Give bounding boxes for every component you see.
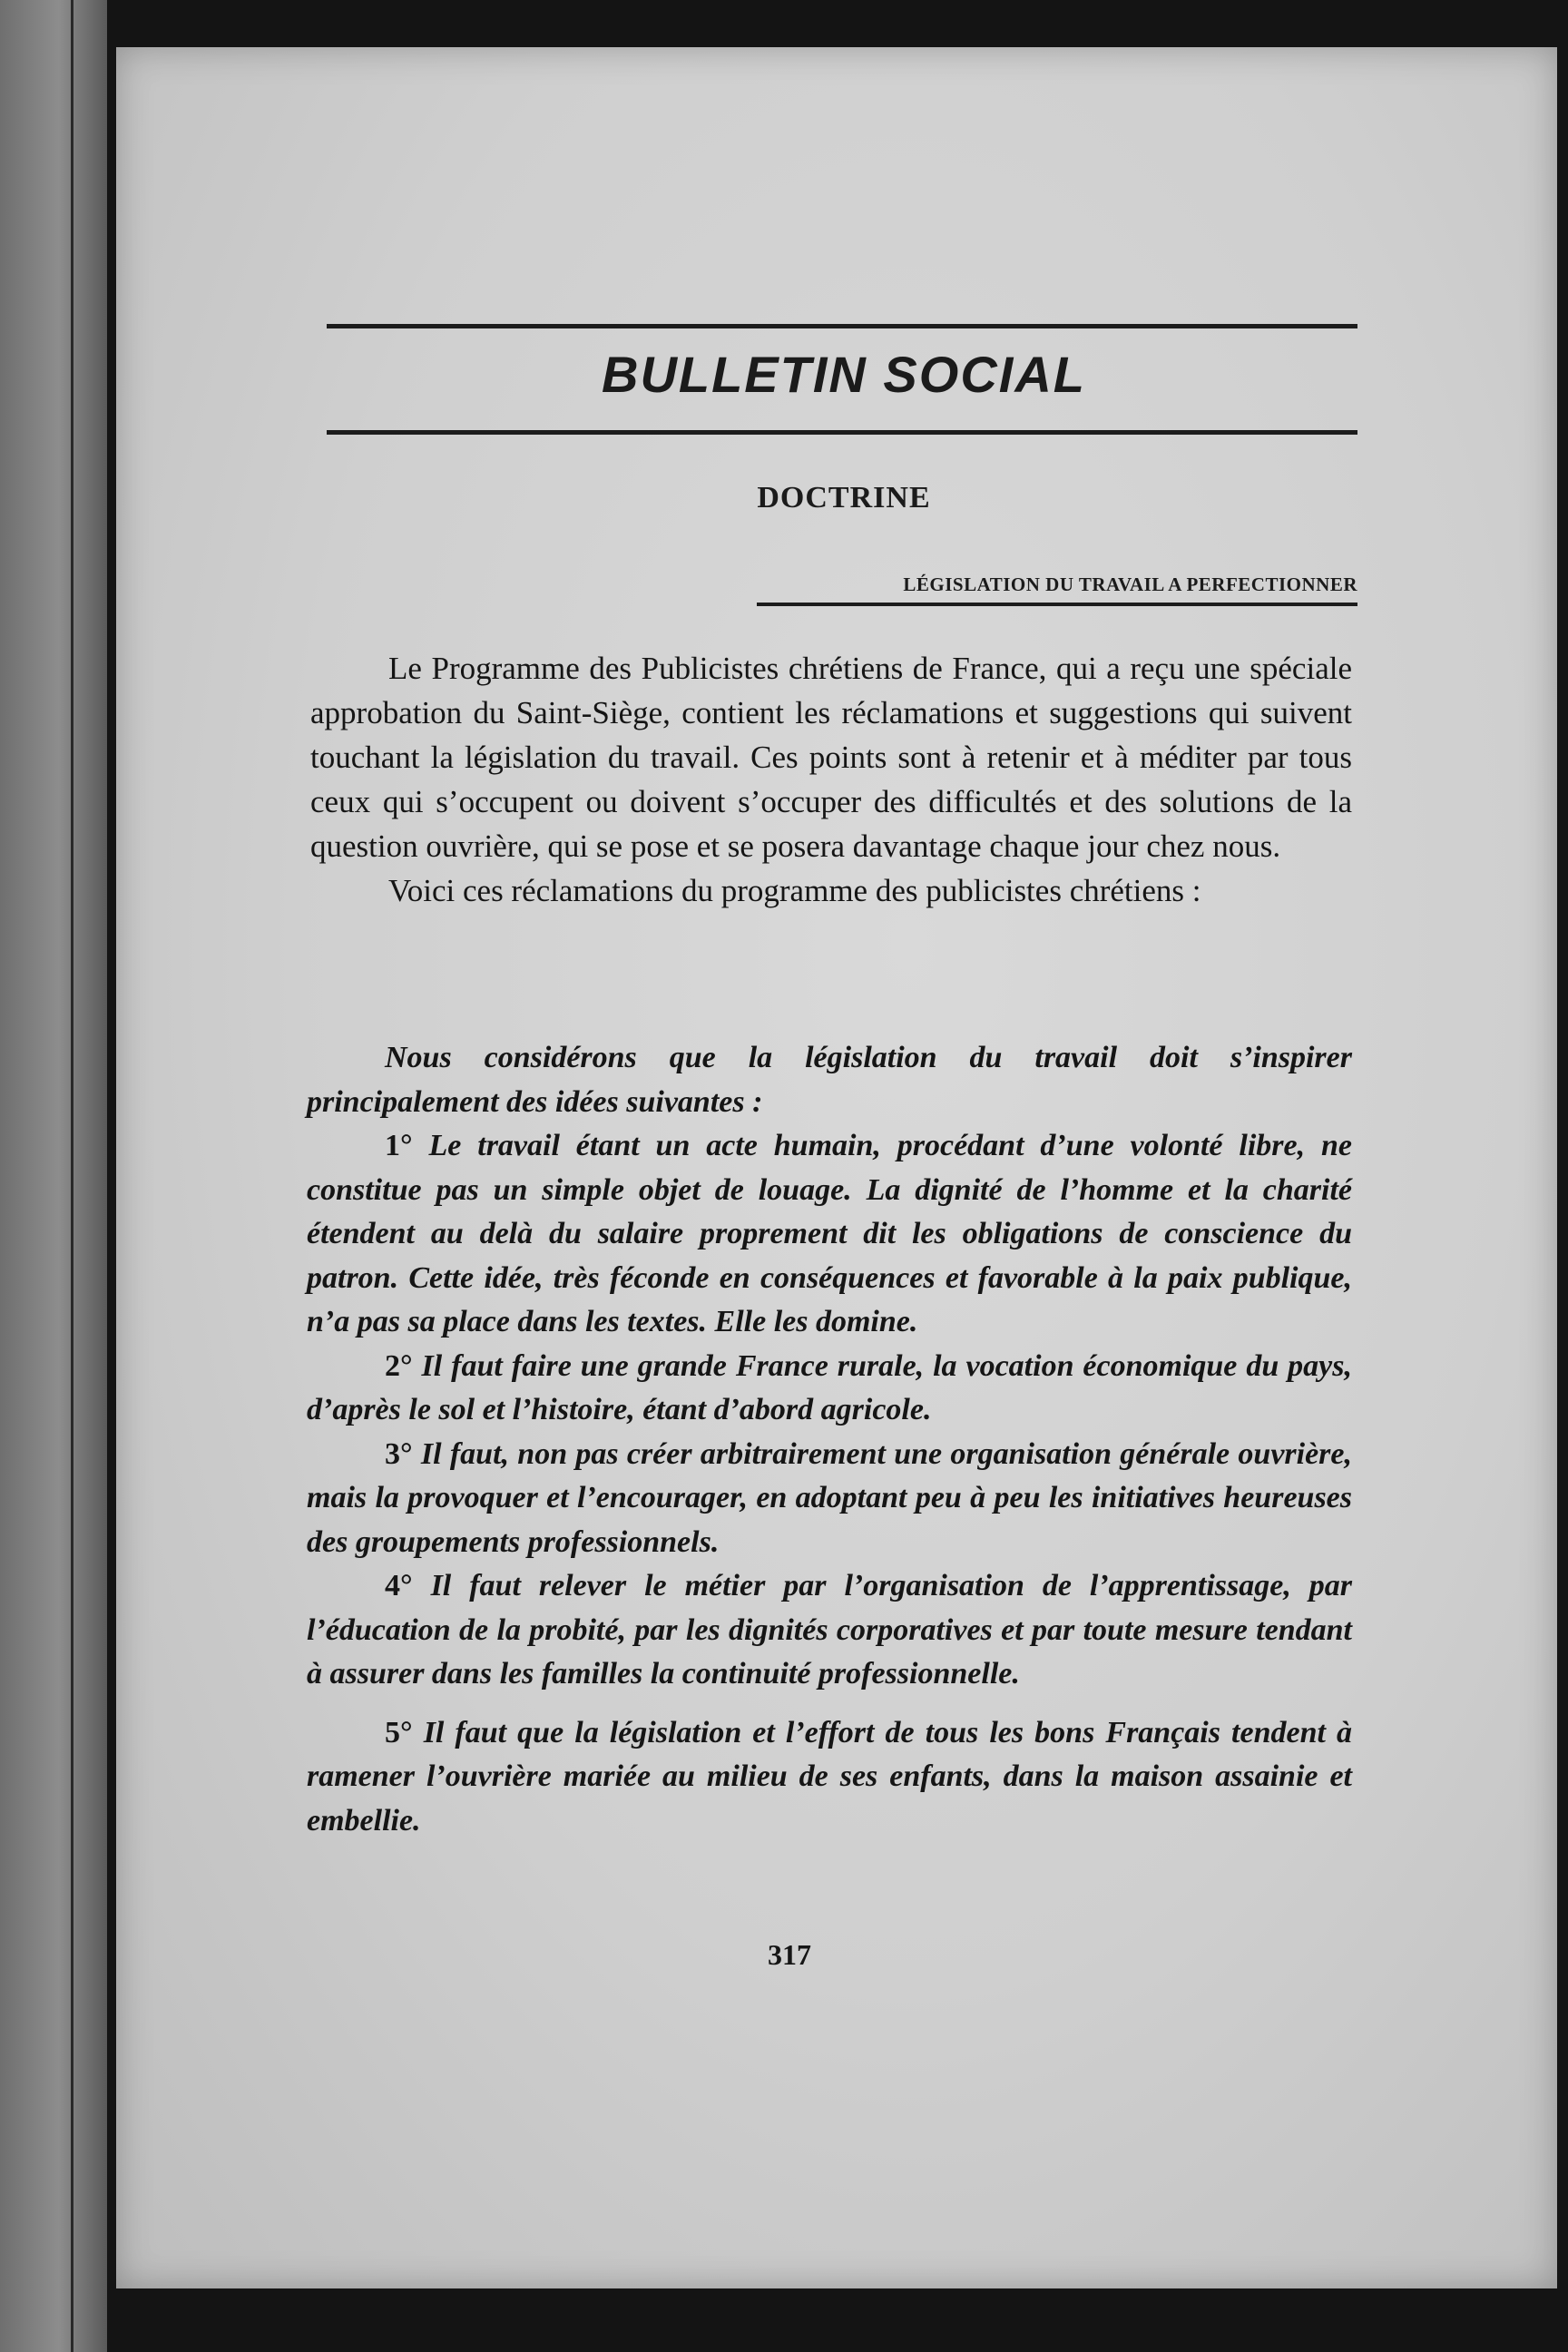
programme-item bbox=[307, 1564, 1352, 1697]
facing-page-edge bbox=[0, 0, 107, 2352]
item-number: 4° bbox=[385, 1569, 413, 1602]
item-text: Il faut que la législation et l’effort de tous les bons Français tendent à ramener l’ouvrière mariée au milieu de ses enfants, dans la maison assainie et embellie. bbox=[307, 1715, 1353, 1838]
programme-list bbox=[307, 1036, 1352, 1843]
spacer bbox=[307, 1697, 1352, 1711]
paragraph: Voici ces réclamations du programme des publicistes chrétiens : bbox=[388, 873, 1201, 908]
item-number: 2° bbox=[385, 1348, 413, 1383]
item-text: Il faut, non pas créer arbitrairement une organisation générale ouvrière, mais la provoquer et l’encourager, en adoptant peu à peu les initiatives heureuses des groupements professionnels. bbox=[307, 1436, 1353, 1559]
item-number: 5° bbox=[385, 1715, 413, 1749]
binding-line bbox=[71, 0, 74, 2352]
programme-item bbox=[307, 1124, 1352, 1345]
section-title: DOCTRINE bbox=[757, 481, 931, 514]
item-number: 1° bbox=[385, 1129, 413, 1162]
subsection-title: LÉGISLATION DU TRAVAIL A PERFECTIONNER bbox=[903, 573, 1357, 595]
title-bottom-rule bbox=[327, 430, 1357, 435]
subsection-underline bbox=[757, 603, 1357, 606]
item-text: Le travail étant un acte humain, procédant d’une volonté libre, ne constitue pas un simple objet de louage. La dignité de l’homme et la charité étendent au delà du salaire proprement dit les obligations de conscience du patron. Cette idée, très féconde en conséquences et favorable à la paix publique, n’a pas sa place dans les textes. Elle les domine. bbox=[307, 1129, 1352, 1338]
page-number: 317 bbox=[768, 1938, 811, 1971]
bulletin-title: BULLETIN SOCIAL bbox=[602, 346, 1086, 403]
title-top-rule bbox=[327, 324, 1357, 328]
paragraph: Le Programme des Publicistes chrétiens de France, qui a reçu une spéciale approbation du Saint-Siège, contient les réclamations et suggestions qui suivent touchant la législation du travail. Ces points sont à retenir et à méditer par tous ceux qui s’occupent ou doivent s’occuper des difficultés et des solutions de la question ouvrière, qui se pose et se posera davantage chaque jour chez nous. bbox=[310, 651, 1352, 864]
intro-text bbox=[310, 646, 1352, 913]
programme-item bbox=[307, 1345, 1352, 1433]
programme-intro: Nous considérons que la législation du travail doit s’inspirer principalement des idées suivantes : bbox=[307, 1041, 1352, 1119]
item-text: Il faut faire une grande France rurale, la vocation économique du pays, d’après le sol et l’histoire, étant d’abord agricole. bbox=[307, 1348, 1352, 1426]
programme-item bbox=[307, 1433, 1352, 1565]
item-number: 3° bbox=[385, 1436, 413, 1471]
programme-item bbox=[307, 1711, 1352, 1844]
item-text: Il faut relever le métier par l’organisation de l’apprentissage, par l’éducation de la probité, par les dignités corporatives et par toute mesure tendant à assurer dans les familles la continuité professionnelle. bbox=[307, 1569, 1353, 1690]
